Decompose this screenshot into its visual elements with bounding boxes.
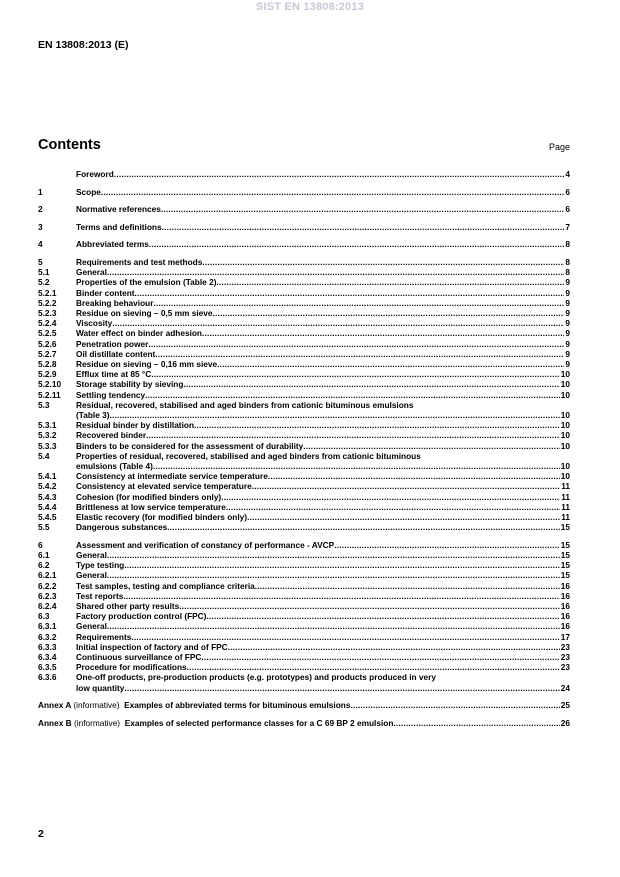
toc-entry-page: 9 — [565, 348, 570, 359]
toc-entry-title: Properties of the emulsion (Table 2) — [76, 277, 217, 288]
toc-entry-page: 15 — [560, 522, 570, 533]
toc-entry-title: General — [76, 621, 107, 632]
toc-entry-page: 16 — [560, 611, 570, 622]
toc-entry[interactable] — [38, 492, 570, 502]
toc-entry-page: 6 — [565, 186, 570, 197]
toc-entry[interactable] — [38, 540, 570, 550]
dot-leader — [149, 239, 565, 249]
toc-entry-page: 11 — [561, 512, 570, 523]
toc-entry-title: emulsions (Table 4) — [76, 461, 153, 472]
toc-entry-number: 6.3.3 — [38, 641, 57, 652]
toc-entry-number: 6.3.2 — [38, 631, 57, 642]
toc-entry[interactable] — [38, 560, 570, 570]
toc-entry-page: 9 — [565, 318, 570, 329]
dot-leader — [148, 339, 564, 349]
dot-leader — [107, 570, 560, 580]
toc-entry-number: 5.2.6 — [38, 338, 57, 349]
toc-entry-number: 2 — [38, 204, 43, 215]
toc-entry-page: 9 — [565, 287, 570, 298]
toc-entry-title: Penetration power — [76, 338, 149, 349]
toc-entry-title: (Table 3) — [76, 410, 110, 421]
toc-entry[interactable] — [38, 652, 570, 662]
toc-entry[interactable] — [38, 430, 570, 440]
dot-leader — [145, 390, 560, 400]
table-of-contents — [38, 169, 570, 728]
toc-entry-number: 5.4 — [38, 450, 50, 461]
dot-leader — [194, 420, 560, 430]
toc-entry[interactable] — [38, 187, 570, 197]
toc-entry-title: Foreword — [76, 169, 114, 179]
toc-entry[interactable] — [38, 222, 570, 232]
dot-leader — [135, 288, 565, 298]
toc-entry-title: Test reports — [76, 590, 124, 601]
toc-entry-title: Normative references — [76, 204, 161, 215]
dot-leader — [124, 560, 560, 570]
toc-entry-title: Consistency at intermediate service temperature — [76, 471, 268, 482]
toc-entry[interactable] — [38, 632, 570, 642]
toc-entry-number: 4 — [38, 239, 43, 250]
toc-entry[interactable] — [38, 328, 570, 338]
toc-entry-page: 10 — [560, 471, 570, 482]
toc-entry-page: 11 — [561, 491, 570, 502]
toc-entry-page: 8 — [565, 267, 570, 278]
toc-entry-page: 15 — [560, 560, 570, 571]
toc-entry-title: Continuous surveillance of FPC — [76, 652, 202, 663]
toc-entry-title: Binders to be considered for the assessment of durability — [76, 440, 304, 451]
toc-entry-page: 10 — [560, 461, 570, 472]
toc-entry[interactable] — [38, 611, 570, 621]
toc-entry-page: 16 — [560, 580, 570, 591]
toc-entry-number: 6.3.1 — [38, 621, 57, 632]
toc-entry-title: Storage stability by sieving — [76, 379, 184, 390]
toc-entry-title: low quantity — [76, 682, 125, 693]
dot-leader — [213, 308, 565, 318]
toc-entry-number: 6.2.3 — [38, 590, 57, 601]
dot-leader — [124, 683, 559, 693]
toc-entry-number: 5.3.3 — [38, 440, 57, 451]
toc-entry-number: 5.2.5 — [38, 328, 57, 339]
toc-entry-number: 5 — [38, 256, 43, 267]
toc-entry-page: 8 — [565, 239, 570, 250]
toc-entry-number: 6 — [38, 539, 43, 550]
page-title: Contents — [38, 137, 101, 153]
toc-entry[interactable] — [38, 379, 570, 389]
toc-entry-page: 23 — [560, 641, 570, 652]
toc-entry-title: General — [76, 267, 107, 278]
dot-leader — [221, 492, 560, 502]
dot-leader — [202, 257, 564, 267]
dot-leader — [179, 601, 559, 611]
toc-entry-page: 16 — [560, 621, 570, 632]
toc-entry-title: Test samples, testing and compliance criteria — [76, 580, 255, 591]
toc-entry-page: 11 — [561, 501, 570, 512]
toc-entry-page: 10 — [560, 389, 570, 400]
dot-leader — [107, 267, 564, 277]
toc-entry[interactable] — [38, 204, 570, 214]
toc-entry[interactable] — [38, 451, 570, 471]
toc-entry-number: 5.4.2 — [38, 481, 57, 492]
toc-entry-number: 6.3.5 — [38, 662, 57, 673]
toc-entry-number: 5.4.3 — [38, 491, 57, 502]
toc-entry-page: 6 — [565, 204, 570, 215]
toc-entry[interactable] — [38, 369, 570, 379]
toc-entry-title: Water effect on binder adhesion — [76, 328, 203, 339]
toc-entry-number: 5.2 — [38, 277, 50, 288]
dot-leader — [153, 298, 564, 308]
toc-entry[interactable] — [38, 502, 570, 512]
toc-entry-number: 6.3.6 — [38, 672, 57, 683]
dot-leader — [107, 621, 560, 631]
toc-entry-title: General — [76, 570, 107, 581]
toc-entry-title: Assessment and verification of constancy of performance - AVCP — [76, 539, 335, 550]
dot-leader — [217, 359, 564, 369]
toc-entry-number: 6.2.1 — [38, 570, 57, 581]
toc-entry[interactable] — [38, 420, 570, 430]
toc-entry-title-line: Properties of residual, recovered, stabilised and aged binders from cationic bituminous — [76, 450, 421, 461]
page-column-label: Page — [548, 142, 570, 152]
document-id: EN 13808:2013 (E) — [38, 39, 129, 51]
toc-entry[interactable] — [38, 522, 570, 532]
dot-leader — [123, 591, 559, 601]
toc-entry-number: 3 — [38, 221, 43, 232]
annex-label: Annex B — [38, 717, 72, 728]
toc-annex-entry[interactable] — [38, 700, 570, 710]
toc-entry-page: 15 — [560, 550, 570, 561]
toc-entry-title: Settling tendency — [76, 389, 146, 400]
toc-entry-page: 8 — [565, 256, 570, 267]
annex-type: (informative) — [73, 717, 121, 728]
toc-entry-number: 5.2.3 — [38, 307, 57, 318]
toc-entry[interactable] — [38, 591, 570, 601]
toc-entry-page: 15 — [560, 570, 570, 581]
dot-leader — [153, 461, 560, 471]
toc-entry[interactable] — [38, 257, 570, 267]
toc-entry[interactable] — [38, 481, 570, 491]
toc-entry-page: 24 — [560, 682, 570, 693]
toc-entry-number: 5.3.2 — [38, 430, 57, 441]
toc-entry-title: Procedure for modifications — [76, 662, 187, 673]
dot-leader — [202, 328, 564, 338]
toc-entry-number: 5.1 — [38, 267, 50, 278]
toc-entry[interactable] — [38, 581, 570, 591]
toc-entry-page: 10 — [560, 430, 570, 441]
dot-leader — [131, 632, 559, 642]
toc-entry-title-line: One-off products, pre-production products (e.g. prototypes) and products produced in very — [76, 672, 437, 683]
dot-leader — [206, 611, 559, 621]
dot-leader — [228, 642, 560, 652]
toc-entry-number: 6.2 — [38, 560, 50, 571]
toc-entry-title: Consistency at elevated service temperature — [76, 481, 252, 492]
toc-entry-title: Initial inspection of factory and of FPC — [76, 641, 228, 652]
toc-entry[interactable] — [38, 169, 570, 179]
toc-entry-number: 5.4.1 — [38, 471, 57, 482]
toc-entry-page: 10 — [560, 410, 570, 421]
dot-leader — [268, 471, 560, 481]
toc-entry[interactable] — [38, 550, 570, 560]
toc-entry[interactable] — [38, 662, 570, 672]
toc-entry-number: 6.2.2 — [38, 580, 57, 591]
toc-entry-page: 7 — [565, 221, 570, 232]
toc-entry-title: Abbreviated terms — [76, 239, 149, 250]
toc-entry-number: 6.3.4 — [38, 652, 57, 663]
dot-leader — [393, 718, 559, 728]
toc-entry[interactable] — [38, 601, 570, 611]
dot-leader — [216, 277, 564, 287]
toc-entry-page: 16 — [560, 590, 570, 601]
dot-leader — [247, 512, 560, 522]
toc-entry-page: 9 — [565, 307, 570, 318]
annex-type: (informative) — [73, 700, 120, 711]
toc-entry-title: Breaking behaviour — [76, 297, 154, 308]
toc-entry-number: 5.2.8 — [38, 359, 57, 369]
dot-leader — [201, 652, 559, 662]
toc-entry-number: 6.2.4 — [38, 601, 57, 612]
toc-entry[interactable] — [38, 390, 570, 400]
dot-leader — [183, 379, 559, 389]
toc-entry-title: Factory production control (FPC) — [76, 611, 207, 622]
dot-leader — [114, 169, 565, 179]
toc-entry-page: 25 — [560, 700, 570, 711]
toc-entry-title: Efflux time at 85 °C — [76, 369, 152, 380]
toc-entry[interactable] — [38, 672, 570, 692]
watermark: SIST EN 13808:2013 — [255, 1, 365, 13]
toc-entry[interactable] — [38, 298, 570, 308]
toc-entry[interactable] — [38, 621, 570, 631]
dot-leader — [303, 441, 559, 451]
toc-entry-number: 5.5 — [38, 522, 50, 533]
dot-leader — [187, 662, 560, 672]
toc-entry-page: 10 — [560, 420, 570, 431]
toc-entry[interactable] — [38, 512, 570, 522]
toc-entry-page: 17 — [560, 631, 570, 642]
toc-entry-page: 9 — [565, 359, 570, 369]
toc-annex-entry[interactable] — [38, 718, 570, 728]
toc-entry[interactable] — [38, 308, 570, 318]
toc-entry-title: Type testing — [76, 560, 125, 571]
toc-entry[interactable] — [38, 359, 570, 369]
dot-leader — [255, 581, 560, 591]
toc-entry[interactable] — [38, 400, 570, 420]
toc-entry-number: 5.4.4 — [38, 501, 57, 512]
toc-entry[interactable] — [38, 267, 570, 277]
toc-entry-page: 10 — [560, 379, 570, 390]
toc-entry-number: 5.2.9 — [38, 369, 57, 380]
toc-entry-number: 6.1 — [38, 550, 50, 561]
toc-entry-number: 5.4.5 — [38, 512, 57, 523]
toc-entry-number: 5.2.1 — [38, 287, 57, 298]
toc-entry-title: Elastic recovery (for modified binders only) — [76, 512, 248, 523]
toc-entry-number: 6.3 — [38, 611, 50, 622]
toc-entry[interactable] — [38, 318, 570, 328]
dot-leader — [155, 349, 564, 359]
toc-entry[interactable] — [38, 642, 570, 652]
toc-entry-number: 1 — [38, 186, 43, 197]
dot-leader — [252, 481, 561, 491]
dot-leader — [226, 502, 560, 512]
toc-entry-title: Residue on sieving – 0,5 mm sieve — [76, 307, 213, 318]
toc-entry-title-line: Residual, recovered, stabilised and aged binders from cationic bituminous emulsions — [76, 399, 414, 410]
toc-entry-number: 5.2.4 — [38, 318, 57, 329]
toc-entry-title: Scope — [76, 186, 101, 197]
toc-entry-page: 9 — [565, 328, 570, 339]
toc-entry-title: Residue on sieving – 0,16 mm sieve — [76, 359, 218, 369]
toc-entry-title: Binder content — [76, 287, 135, 298]
toc-entry-title: Shared other party results — [76, 601, 180, 612]
toc-entry-page: 15 — [560, 539, 570, 550]
dot-leader — [334, 540, 560, 550]
toc-entry-title: Dangerous substances — [76, 522, 168, 533]
toc-entry[interactable] — [38, 277, 570, 287]
toc-entry-page: 4 — [565, 169, 570, 179]
toc-entry-title: Cohesion (for modified binders only) — [76, 491, 222, 502]
dot-leader — [110, 410, 560, 420]
toc-entry[interactable] — [38, 288, 570, 298]
dot-leader — [151, 369, 560, 379]
dot-leader — [101, 187, 564, 197]
toc-entry-page: 10 — [560, 440, 570, 451]
annex-title: Examples of selected performance classes for a C 69 BP 2 emulsion — [124, 717, 394, 728]
toc-entry[interactable] — [38, 349, 570, 359]
annex-label: Annex A — [38, 700, 72, 711]
toc-entry-title: Requirements and test methods — [76, 256, 203, 267]
dot-leader — [107, 550, 560, 560]
toc-entry-page: 11 — [561, 481, 570, 492]
dot-leader — [161, 204, 565, 214]
toc-entry[interactable] — [38, 339, 570, 349]
dot-leader — [167, 522, 559, 532]
toc-entry[interactable] — [38, 471, 570, 481]
toc-entry-title: Brittleness at low service temperature — [76, 501, 226, 512]
toc-entry-number: 5.2.10 — [38, 379, 62, 390]
toc-entry-title: Residual binder by distillation — [76, 420, 195, 431]
dot-leader — [162, 222, 565, 232]
toc-entry-title: General — [76, 550, 107, 561]
toc-entry-page: 9 — [565, 338, 570, 349]
toc-entry-title: Oil distillate content — [76, 348, 156, 359]
toc-entry[interactable] — [38, 239, 570, 249]
toc-entry-page: 23 — [560, 652, 570, 663]
annex-title: Examples of abbreviated terms for bituminous emulsions — [124, 700, 351, 711]
toc-entry-page: 16 — [560, 601, 570, 612]
toc-entry-number: 5.3.1 — [38, 420, 57, 431]
toc-entry-title: Requirements — [76, 631, 132, 642]
toc-entry-number: 5.2.7 — [38, 348, 57, 359]
dot-leader — [146, 430, 560, 440]
dot-leader — [112, 318, 564, 328]
toc-entry-page: 10 — [560, 369, 570, 380]
toc-entry-number: 5.2.2 — [38, 297, 57, 308]
toc-entry[interactable] — [38, 441, 570, 451]
toc-entry-title: Viscosity — [76, 318, 113, 329]
toc-entry-page: 9 — [565, 277, 570, 288]
toc-entry-number: 5.3 — [38, 399, 50, 410]
toc-entry-title: Recovered binder — [76, 430, 147, 441]
toc-entry-title: Terms and definitions — [76, 221, 162, 232]
toc-entry[interactable] — [38, 570, 570, 580]
toc-entry-number: 5.2.11 — [38, 389, 61, 400]
page-number: 2 — [38, 828, 44, 840]
toc-entry-page: 9 — [565, 297, 570, 308]
toc-entry-page: 23 — [560, 662, 570, 673]
dot-leader — [350, 700, 559, 710]
toc-entry-page: 26 — [560, 717, 570, 728]
